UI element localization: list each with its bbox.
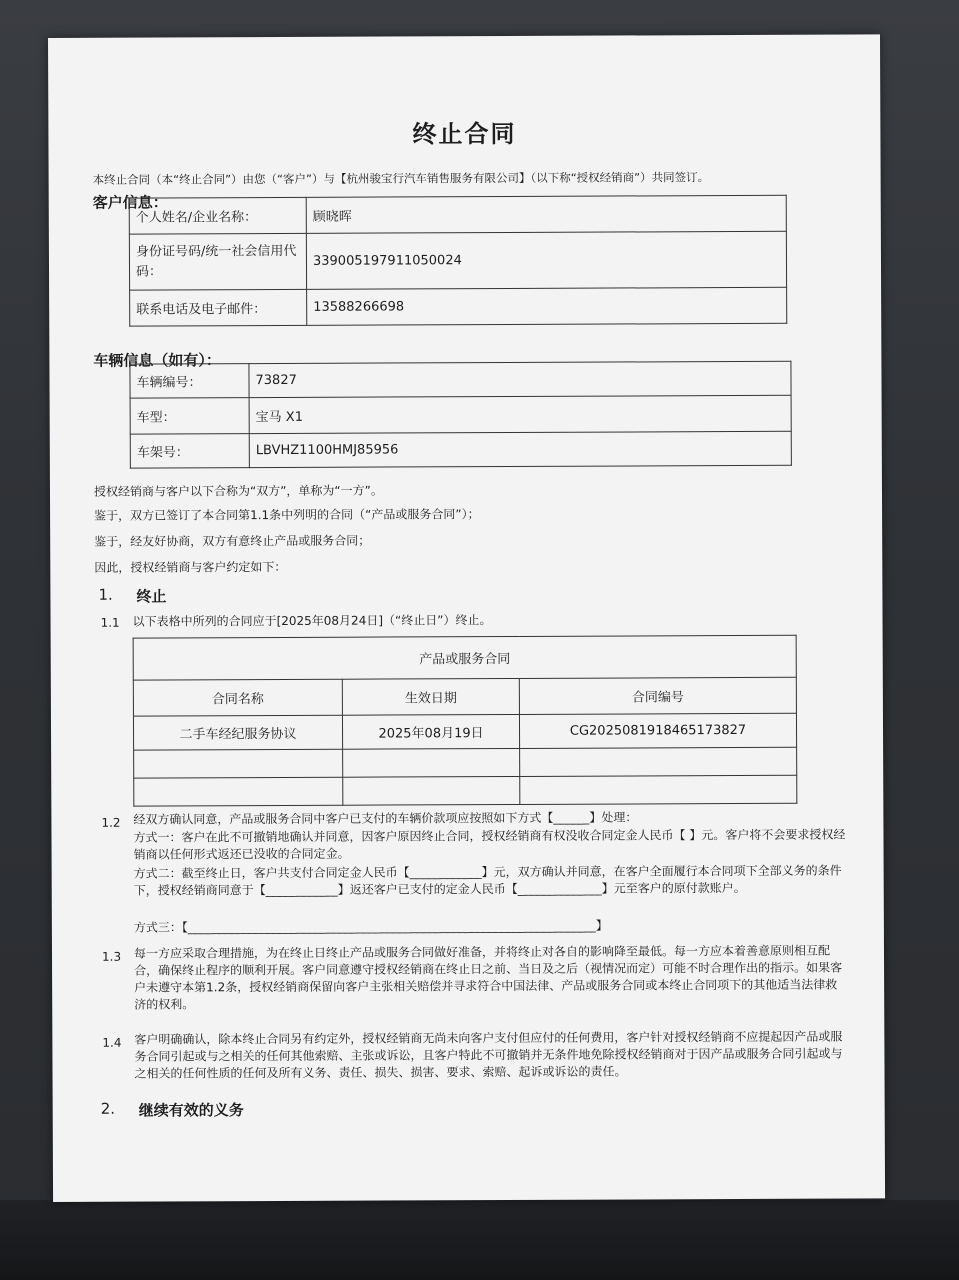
vehicle-model-value: 宝马 X1 — [249, 395, 791, 433]
clause-1-4-text: 客户明确确认，除本终止合同另有约定外，授权经销商无尚未向客户支付但应付的任何费用，客户针对授权经销商不应提起因产品或服务合同引起或与之相关的任何其他索赔、主张或诉讼，且客户特此不可撤销并无条件地免除授权经销商对于因产品或服务合同引起或与之相关的任何性质的任何及所有义务、责任、损失、损害、要求、索赔、起诉或诉讼的责任。 — [134, 1029, 843, 1081]
clause-1-3-text: 每一方应采取合理措施，为在终止日终止产品或服务合同做好准备，并将终止对各自的影响降至最低。每一方应本着善意原则相互配合，确保终止程序的顺利开展。客户同意遵守授权经销商在终止日之前、当日及之后（视情况而定）可能不时合理作出的指示。如果客户未遵守本第1.2条，授权经销商保留向客户主张相关赔偿并寻求符合中国法律、产品或服务合同或本终止合同项下的其他适当法律救济的权利。 — [133, 943, 843, 1012]
table-row — [134, 747, 797, 778]
customer-contact-value: 13588266698 — [307, 287, 787, 325]
header-effective-date: 生效日期 — [342, 678, 519, 715]
clause-1-2-option-2: 方式二：截至终止日，客户共支付合同定金人民币【____________】元，双方确认并同意，在客户全面履行本合同项下全部义务的条件下，授权经销商同意于【____________】返还客户已支付的定金人民币【______________】元至客户的原付款账户。 — [133, 863, 842, 898]
vehicle-row — [130, 395, 791, 434]
section-2-title: 继续有效的义务 — [138, 1101, 244, 1120]
vehicle-number-value: 73827 — [249, 361, 791, 397]
customer-id-label: 身份证号码/统一社会信用代码： — [129, 233, 306, 290]
contract-caption-row — [133, 635, 796, 680]
contract-table-caption: 产品或服务合同 — [133, 635, 796, 680]
clause-1-3-number: 1.3 — [101, 949, 122, 964]
cell-empty — [134, 749, 343, 778]
cell-effective-date: 2025年08月19日 — [342, 714, 519, 749]
customer-contact-label: 联系电话及电子邮件： — [130, 289, 307, 326]
header-contract-number: 合同编号 — [519, 677, 796, 714]
vehicle-vin-value: LBVHZ1100HMJ85956 — [249, 431, 791, 467]
intro-text: 本终止合同（本“终止合同”）由您（“客户”）与【杭州骏宝行汽车销售服务有限公司】（以下称“授权经销商”）共同签订。 — [92, 170, 710, 187]
cell-empty — [343, 776, 520, 805]
cell-contract-name: 二手车经纪服务协议 — [133, 715, 342, 750]
clause-1-4-number: 1.4 — [102, 1035, 122, 1050]
recital-1: 授权经销商与客户以下合称为“双方”，单称为“一方”。 — [93, 483, 383, 499]
table-row — [133, 713, 796, 750]
customer-row — [129, 231, 786, 290]
section-1-number: 1. — [98, 585, 113, 604]
clause-1-2-lead: 经双方确认同意，产品或服务合同中客户已支付的车辆价款项应按照如下方式【______】处理： — [133, 810, 638, 827]
section-2-number: 2. — [100, 1099, 116, 1118]
cell-empty — [134, 777, 343, 806]
vehicle-vin-label: 车架号： — [130, 434, 249, 469]
vehicle-row — [130, 361, 791, 398]
customer-heading: 客户信息： — [92, 193, 168, 212]
document-page — [48, 34, 885, 1202]
customer-name-label: 个人姓名/企业名称： — [129, 197, 306, 234]
desk-background — [0, 1200, 959, 1280]
vehicle-heading: 车辆信息（如有）： — [93, 351, 221, 370]
cell-empty — [343, 748, 520, 777]
clause-1-1-number: 1.1 — [100, 615, 120, 630]
customer-row — [130, 287, 787, 326]
header-contract-name: 合同名称 — [133, 679, 342, 716]
vehicle-model-label: 车型： — [130, 398, 249, 435]
clause-1-2-option-3: 方式三：【____________________________________________________________________】 — [133, 918, 608, 935]
vehicle-table — [129, 361, 791, 469]
section-1-title: 终止 — [136, 587, 167, 606]
customer-row — [129, 195, 786, 234]
contract-table — [133, 635, 798, 807]
cell-empty — [520, 775, 797, 804]
clause-1-2-option-1: 方式一：客户在此不可撤销地确认并同意，因客户原因终止合同，授权经销商有权没收合同定金人民币【 】元。客户将不会要求授权经销商以任何形式返还已没收的合同定金。 — [133, 827, 846, 862]
contract-header-row — [133, 677, 796, 716]
cell-contract-number: CG2025081918465173827 — [519, 713, 796, 748]
customer-id-value: 339005197911050024 — [306, 231, 786, 289]
clause-1-2-number: 1.2 — [101, 815, 121, 830]
customer-name-value: 顾晓晖 — [306, 195, 786, 233]
vehicle-number-label: 车辆编号： — [130, 364, 249, 399]
clause-1-1-text: 以下表格中所列的合同应于[2025年08月24日]（“终止日”）终止。 — [132, 613, 492, 629]
table-row — [134, 775, 797, 806]
vehicle-row — [130, 431, 791, 468]
recital-3: 鉴于，经友好协商，双方有意终止产品或服务合同； — [94, 533, 371, 549]
customer-table — [129, 195, 788, 327]
document-title: 终止合同 — [412, 119, 517, 149]
cell-empty — [520, 747, 797, 776]
recital-2: 鉴于，双方已签订了本合同第1.1条中列明的合同（“产品或服务合同”）； — [94, 507, 480, 523]
recital-4: 因此，授权经销商与客户约定如下： — [94, 559, 287, 575]
